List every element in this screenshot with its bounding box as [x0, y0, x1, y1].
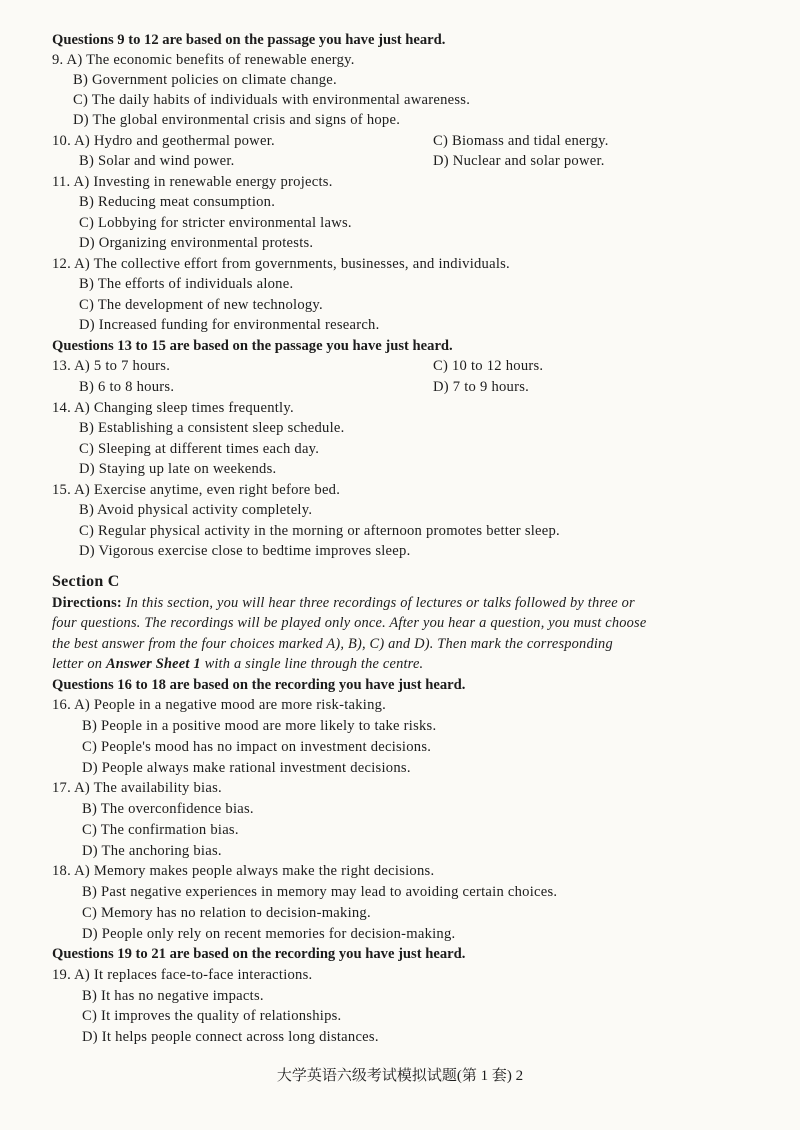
- directions-text-1: In this section, you will hear three recordings of lectures or talks followed by three or: [125, 595, 635, 611]
- q18-option-c: C) Memory has no relation to decision-making.: [82, 905, 371, 921]
- answer-sheet-label: Answer Sheet 1: [105, 656, 201, 672]
- directions-text-4a: letter on: [52, 656, 103, 672]
- q14-option-c: C) Sleeping at different times each day.: [79, 441, 320, 457]
- q13-option-c: C) 10 to 12 hours.: [433, 358, 544, 374]
- directions-line-3: the best answer from the four choices marked A), B), C) and D). Then mark the corresponding: [52, 636, 613, 652]
- q15-option-a: 15. A) Exercise anytime, even right before bed.: [52, 482, 341, 498]
- directions-label: Directions:: [52, 595, 122, 611]
- q15-option-d: D) Vigorous exercise close to bedtime improves sleep.: [79, 543, 411, 559]
- q12-option-a: 12. A) The collective effort from governments, businesses, and individuals.: [52, 256, 510, 272]
- group-heading-13-15: Questions 13 to 15 are based on the passage you have just heard.: [52, 338, 453, 354]
- q19-option-c: C) It improves the quality of relationships.: [82, 1008, 342, 1024]
- q19-option-d: D) It helps people connect across long distances.: [82, 1029, 379, 1045]
- q9-option-a: 9. A) The economic benefits of renewable energy.: [52, 52, 355, 68]
- page-footer: 大学英语六级考试模拟试题(第 1 套) 2: [276, 1068, 524, 1084]
- directions-line-1: [52, 593, 635, 613]
- q11-option-c: C) Lobbying for stricter environmental laws.: [79, 215, 352, 231]
- q17-option-b: B) The overconfidence bias.: [82, 801, 254, 817]
- q10-option-d: D) Nuclear and solar power.: [433, 153, 605, 169]
- q13-option-b: B) 6 to 8 hours.: [79, 379, 175, 395]
- q15-option-b: B) Avoid physical activity completely.: [79, 502, 313, 518]
- q12-option-c: C) The development of new technology.: [79, 297, 323, 313]
- q9-option-c: C) The daily habits of individuals with environmental awareness.: [73, 92, 471, 108]
- q10-option-b: B) Solar and wind power.: [79, 153, 235, 169]
- q12-option-d: D) Increased funding for environmental research.: [79, 317, 380, 333]
- q19-option-b: B) It has no negative impacts.: [82, 988, 264, 1004]
- q16-option-c: C) People's mood has no impact on investment decisions.: [82, 739, 432, 755]
- q17-option-c: C) The confirmation bias.: [82, 822, 239, 838]
- q14-option-d: D) Staying up late on weekends.: [79, 461, 277, 477]
- directions-text-4c: with a single line through the centre.: [204, 656, 424, 672]
- q19-option-a: 19. A) It replaces face-to-face interactions.: [52, 967, 313, 983]
- q16-option-d: D) People always make rational investment decisions.: [82, 760, 411, 776]
- q13-option-d: D) 7 to 9 hours.: [433, 379, 530, 395]
- q10-option-a: 10. A) Hydro and geothermal power.: [52, 133, 275, 149]
- q17-option-a: 17. A) The availability bias.: [52, 780, 222, 796]
- q9-option-d: D) The global environmental crisis and signs of hope.: [73, 112, 401, 128]
- group-heading-9-12: Questions 9 to 12 are based on the passage you have just heard.: [52, 32, 446, 48]
- q14-option-b: B) Establishing a consistent sleep schedule.: [79, 420, 345, 436]
- q16-option-b: B) People in a positive mood are more likely to take risks.: [82, 718, 437, 734]
- directions-line-2: four questions. The recordings will be played only once. After you hear a question, you must choose: [52, 615, 647, 631]
- q18-option-d: D) People only rely on recent memories for decision-making.: [82, 926, 456, 942]
- group-heading-19-21: Questions 19 to 21 are based on the recording you have just heard.: [52, 946, 466, 962]
- q13-option-a: 13. A) 5 to 7 hours.: [52, 358, 171, 374]
- q12-option-b: B) The efforts of individuals alone.: [79, 276, 294, 292]
- q10-option-c: C) Biomass and tidal energy.: [433, 133, 609, 149]
- q11-option-b: B) Reducing meat consumption.: [79, 194, 276, 210]
- group-heading-16-18: Questions 16 to 18 are based on the recording you have just heard.: [52, 677, 466, 693]
- q15-option-c: C) Regular physical activity in the morning or afternoon promotes better sleep.: [79, 523, 560, 539]
- q9-option-b: B) Government policies on climate change.: [73, 72, 337, 88]
- directions-line-4: [52, 654, 423, 674]
- q11-option-a: 11. A) Investing in renewable energy projects.: [52, 174, 333, 190]
- q11-option-d: D) Organizing environmental protests.: [79, 235, 314, 251]
- q14-option-a: 14. A) Changing sleep times frequently.: [52, 400, 294, 416]
- q17-option-d: D) The anchoring bias.: [82, 843, 222, 859]
- q16-option-a: 16. A) People in a negative mood are more risk-taking.: [52, 697, 387, 713]
- q18-option-a: 18. A) Memory makes people always make the right decisions.: [52, 863, 435, 879]
- section-c-title: Section C: [52, 573, 120, 590]
- q18-option-b: B) Past negative experiences in memory may lead to avoiding certain choices.: [82, 884, 558, 900]
